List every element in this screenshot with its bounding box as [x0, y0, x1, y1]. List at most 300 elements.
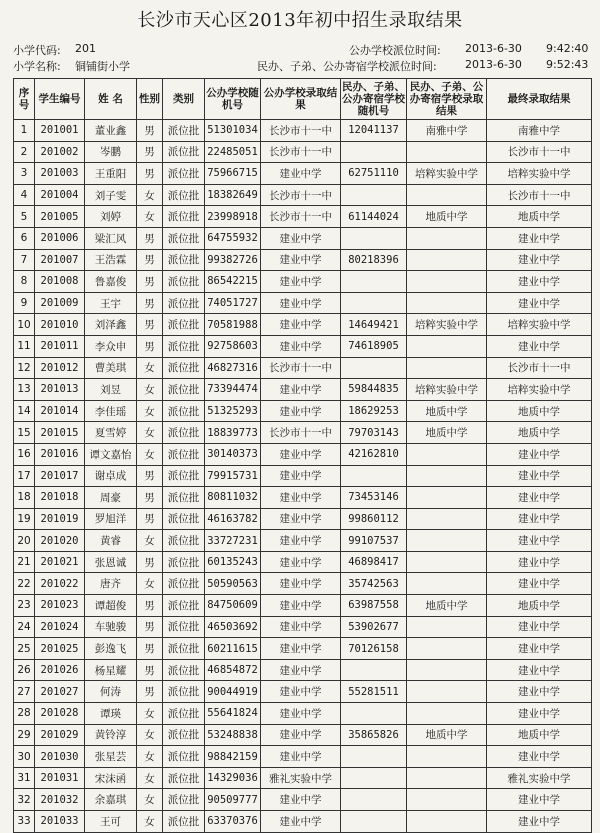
col-private-result-header: 民办、子弟、公办寄宿学校录取结果: [407, 79, 487, 120]
private-random-cell: [341, 227, 407, 249]
private-result-cell: [407, 271, 487, 293]
private-result-cell: [407, 638, 487, 660]
col-seq-header: 序号: [14, 79, 35, 120]
gender-cell: 男: [137, 292, 163, 314]
public-result-cell: 建业中学: [261, 508, 341, 530]
gender-cell: 女: [137, 357, 163, 379]
category-cell: 派位批: [163, 551, 205, 573]
student-name-cell: 张恩诚: [85, 551, 137, 573]
private-result-cell: [407, 487, 487, 509]
col-public-random-header: 公办学校随机号: [205, 79, 261, 120]
student-name-cell: 谭文嘉怡: [85, 443, 137, 465]
seq-cell: 9: [14, 292, 35, 314]
public-random-cell: 46854872: [205, 659, 261, 681]
category-cell: 派位批: [163, 638, 205, 660]
gender-cell: 男: [137, 120, 163, 142]
private-result-cell: [407, 465, 487, 487]
student-id-cell: 201020: [35, 530, 85, 552]
student-id-cell: 201007: [35, 249, 85, 271]
student-name-cell: 车驰骏: [85, 616, 137, 638]
student-id-cell: 201033: [35, 811, 85, 833]
private-random-cell: 46898417: [341, 551, 407, 573]
gender-cell: 女: [137, 789, 163, 811]
public-random-cell: 60211615: [205, 638, 261, 660]
student-name-cell: 王重阳: [85, 163, 137, 185]
gender-cell: 女: [137, 746, 163, 768]
public-random-cell: 23998918: [205, 206, 261, 228]
gender-cell: 男: [137, 465, 163, 487]
table-body: [14, 120, 592, 833]
public-result-cell: 建业中学: [261, 681, 341, 703]
table-row: [14, 292, 592, 314]
private-random-cell: 35865826: [341, 724, 407, 746]
gender-cell: 男: [137, 638, 163, 660]
table-header-row: [14, 79, 592, 120]
table-row: [14, 443, 592, 465]
private-time: 9:52:43: [546, 58, 589, 71]
student-name-cell: 刘昱: [85, 379, 137, 401]
private-result-cell: 地质中学: [407, 400, 487, 422]
seq-cell: 2: [14, 141, 35, 163]
category-cell: 派位批: [163, 227, 205, 249]
public-random-cell: 55641824: [205, 703, 261, 725]
col-name-header: 姓 名: [85, 79, 137, 120]
final-result-cell: 建业中学: [487, 249, 592, 271]
gender-cell: 女: [137, 573, 163, 595]
seq-cell: 6: [14, 227, 35, 249]
gender-cell: 女: [137, 443, 163, 465]
category-cell: 派位批: [163, 357, 205, 379]
gender-cell: 男: [137, 163, 163, 185]
final-result-cell: 培粹实验中学: [487, 314, 592, 336]
private-random-cell: 74618905: [341, 335, 407, 357]
student-id-cell: 201030: [35, 746, 85, 768]
final-result-cell: 建业中学: [487, 746, 592, 768]
seq-cell: 18: [14, 487, 35, 509]
seq-cell: 10: [14, 314, 35, 336]
public-result-cell: 建业中学: [261, 249, 341, 271]
student-id-cell: 201002: [35, 141, 85, 163]
seq-cell: 26: [14, 659, 35, 681]
private-result-cell: [407, 227, 487, 249]
student-id-cell: 201028: [35, 703, 85, 725]
public-result-cell: 长沙市十一中: [261, 141, 341, 163]
table-row: [14, 206, 592, 228]
table-row: [14, 681, 592, 703]
final-result-cell: 建业中学: [487, 659, 592, 681]
col-student-id-header: 学生编号: [35, 79, 85, 120]
school-name-label: 小学名称:: [13, 60, 61, 73]
final-result-cell: 建业中学: [487, 703, 592, 725]
student-name-cell: 何涛: [85, 681, 137, 703]
school-code: 201: [75, 42, 96, 55]
seq-cell: 7: [14, 249, 35, 271]
private-result-cell: 地质中学: [407, 595, 487, 617]
private-random-cell: 55281511: [341, 681, 407, 703]
student-name-cell: 余嘉琪: [85, 789, 137, 811]
private-result-cell: [407, 141, 487, 163]
public-result-cell: 建业中学: [261, 811, 341, 833]
public-time: 9:42:40: [546, 42, 589, 55]
gender-cell: 男: [137, 487, 163, 509]
gender-cell: 男: [137, 595, 163, 617]
table-row: [14, 746, 592, 768]
final-result-cell: 建业中学: [487, 487, 592, 509]
private-random-cell: 63987558: [341, 595, 407, 617]
private-result-cell: [407, 789, 487, 811]
school-name: 铜铺街小学: [75, 60, 130, 73]
final-result-cell: 长沙市十一中: [487, 184, 592, 206]
category-cell: 派位批: [163, 422, 205, 444]
public-random-cell: 18382649: [205, 184, 261, 206]
private-result-cell: 地质中学: [407, 724, 487, 746]
public-random-cell: 75966715: [205, 163, 261, 185]
category-cell: 派位批: [163, 292, 205, 314]
student-name-cell: 梁汇风: [85, 227, 137, 249]
student-id-cell: 201027: [35, 681, 85, 703]
seq-cell: 11: [14, 335, 35, 357]
table-row: [14, 724, 592, 746]
seq-cell: 19: [14, 508, 35, 530]
public-result-cell: 建业中学: [261, 530, 341, 552]
gender-cell: 男: [137, 616, 163, 638]
public-result-cell: 建业中学: [261, 465, 341, 487]
student-name-cell: 鲁嘉俊: [85, 271, 137, 293]
student-name-cell: 谭瑛: [85, 703, 137, 725]
final-result-cell: 建业中学: [487, 443, 592, 465]
table-row: [14, 357, 592, 379]
table-row: [14, 508, 592, 530]
final-result-cell: 建业中学: [487, 573, 592, 595]
private-random-cell: [341, 811, 407, 833]
public-result-cell: 长沙市十一中: [261, 357, 341, 379]
private-random-cell: 53902677: [341, 616, 407, 638]
category-cell: 派位批: [163, 724, 205, 746]
student-name-cell: 刘婷: [85, 206, 137, 228]
private-random-cell: 61144024: [341, 206, 407, 228]
final-result-cell: 建业中学: [487, 292, 592, 314]
private-random-cell: [341, 271, 407, 293]
gender-cell: 女: [137, 379, 163, 401]
public-result-cell: 建业中学: [261, 789, 341, 811]
student-id-cell: 201009: [35, 292, 85, 314]
final-result-cell: 培粹实验中学: [487, 163, 592, 185]
public-random-cell: 74051727: [205, 292, 261, 314]
public-random-cell: 99382726: [205, 249, 261, 271]
table-row: [14, 141, 592, 163]
private-result-cell: [407, 292, 487, 314]
gender-cell: 男: [137, 335, 163, 357]
seq-cell: 16: [14, 443, 35, 465]
final-result-cell: 南雅中学: [487, 120, 592, 142]
category-cell: 派位批: [163, 249, 205, 271]
student-id-cell: 201003: [35, 163, 85, 185]
private-result-cell: [407, 811, 487, 833]
student-name-cell: 宋沫函: [85, 767, 137, 789]
seq-cell: 20: [14, 530, 35, 552]
category-cell: 派位批: [163, 746, 205, 768]
category-cell: 派位批: [163, 616, 205, 638]
table-row: [14, 616, 592, 638]
student-name-cell: 黄铃淳: [85, 724, 137, 746]
private-result-cell: 地质中学: [407, 422, 487, 444]
table-row: [14, 379, 592, 401]
table-row: [14, 595, 592, 617]
public-result-cell: 建业中学: [261, 163, 341, 185]
public-random-cell: 51325293: [205, 400, 261, 422]
seq-cell: 23: [14, 595, 35, 617]
seq-cell: 30: [14, 746, 35, 768]
category-cell: 派位批: [163, 443, 205, 465]
public-result-cell: 长沙市十一中: [261, 206, 341, 228]
final-result-cell: 培粹实验中学: [487, 379, 592, 401]
private-result-cell: [407, 335, 487, 357]
category-cell: 派位批: [163, 573, 205, 595]
private-random-cell: [341, 292, 407, 314]
private-random-cell: 99860112: [341, 508, 407, 530]
public-result-cell: 建业中学: [261, 659, 341, 681]
private-random-cell: 42162810: [341, 443, 407, 465]
category-cell: 派位批: [163, 789, 205, 811]
private-random-cell: 73453146: [341, 487, 407, 509]
public-result-cell: 建业中学: [261, 551, 341, 573]
col-gender-header: 性别: [137, 79, 163, 120]
gender-cell: 女: [137, 811, 163, 833]
category-cell: 派位批: [163, 206, 205, 228]
public-result-cell: 建业中学: [261, 227, 341, 249]
student-name-cell: 刘泽鑫: [85, 314, 137, 336]
category-cell: 派位批: [163, 314, 205, 336]
table-row: [14, 314, 592, 336]
table-row: [14, 271, 592, 293]
private-random-cell: [341, 357, 407, 379]
public-random-cell: 46163782: [205, 508, 261, 530]
public-random-cell: 33727231: [205, 530, 261, 552]
table-row: [14, 163, 592, 185]
col-final-result-header: 最终录取结果: [487, 79, 592, 120]
private-random-cell: [341, 141, 407, 163]
private-result-cell: [407, 249, 487, 271]
student-id-cell: 201008: [35, 271, 85, 293]
final-result-cell: 建业中学: [487, 335, 592, 357]
student-name-cell: 岑鹏: [85, 141, 137, 163]
private-result-cell: [407, 551, 487, 573]
seq-cell: 32: [14, 789, 35, 811]
public-date: 2013-6-30: [465, 42, 522, 55]
student-name-cell: 董业鑫: [85, 120, 137, 142]
private-result-cell: [407, 357, 487, 379]
student-name-cell: 唐齐: [85, 573, 137, 595]
category-cell: 派位批: [163, 465, 205, 487]
category-cell: 派位批: [163, 184, 205, 206]
student-id-cell: 201029: [35, 724, 85, 746]
public-result-cell: 雅礼实验中学: [261, 767, 341, 789]
table-row: [14, 422, 592, 444]
student-name-cell: 王可: [85, 811, 137, 833]
private-result-cell: [407, 659, 487, 681]
gender-cell: 男: [137, 314, 163, 336]
private-random-cell: [341, 184, 407, 206]
public-result-cell: 长沙市十一中: [261, 422, 341, 444]
private-random-cell: [341, 659, 407, 681]
student-name-cell: 刘子雯: [85, 184, 137, 206]
student-id-cell: 201015: [35, 422, 85, 444]
document-title: 长沙市天心区2013年初中招生录取结果: [137, 10, 463, 31]
final-result-cell: 建业中学: [487, 227, 592, 249]
private-result-cell: [407, 530, 487, 552]
student-name-cell: 曹美琪: [85, 357, 137, 379]
student-id-cell: 201011: [35, 335, 85, 357]
public-result-cell: 建业中学: [261, 638, 341, 660]
category-cell: 派位批: [163, 681, 205, 703]
table-row: [14, 767, 592, 789]
public-random-cell: 92758603: [205, 335, 261, 357]
table-row: [14, 638, 592, 660]
gender-cell: 女: [137, 184, 163, 206]
student-id-cell: 201006: [35, 227, 85, 249]
table-row: [14, 184, 592, 206]
category-cell: 派位批: [163, 530, 205, 552]
final-result-cell: 建业中学: [487, 508, 592, 530]
public-random-cell: 18839773: [205, 422, 261, 444]
final-result-cell: 建业中学: [487, 681, 592, 703]
public-random-cell: 60135243: [205, 551, 261, 573]
seq-cell: 5: [14, 206, 35, 228]
private-random-cell: 35742563: [341, 573, 407, 595]
final-result-cell: 建业中学: [487, 616, 592, 638]
student-name-cell: 彭逸飞: [85, 638, 137, 660]
public-result-cell: 建业中学: [261, 616, 341, 638]
student-name-cell: 张星芸: [85, 746, 137, 768]
private-random-cell: 14649421: [341, 314, 407, 336]
category-cell: 派位批: [163, 141, 205, 163]
final-result-cell: 地质中学: [487, 724, 592, 746]
private-result-cell: 培粹实验中学: [407, 314, 487, 336]
private-random-cell: 79703143: [341, 422, 407, 444]
student-name-cell: 李众申: [85, 335, 137, 357]
final-result-cell: 建业中学: [487, 811, 592, 833]
private-result-cell: [407, 681, 487, 703]
public-random-cell: 90044919: [205, 681, 261, 703]
seq-cell: 29: [14, 724, 35, 746]
student-id-cell: 201016: [35, 443, 85, 465]
seq-cell: 8: [14, 271, 35, 293]
student-id-cell: 201012: [35, 357, 85, 379]
private-result-cell: 培粹实验中学: [407, 163, 487, 185]
private-random-cell: [341, 767, 407, 789]
private-random-cell: 80218396: [341, 249, 407, 271]
final-result-cell: 地质中学: [487, 206, 592, 228]
table-row: [14, 789, 592, 811]
student-name-cell: 杨星耀: [85, 659, 137, 681]
gender-cell: 男: [137, 249, 163, 271]
private-result-cell: 培粹实验中学: [407, 379, 487, 401]
public-random-cell: 53248838: [205, 724, 261, 746]
table-row: [14, 249, 592, 271]
private-time-label: 民办、子弟、公办寄宿学校派位时间:: [257, 60, 437, 73]
private-random-cell: [341, 789, 407, 811]
private-random-cell: [341, 703, 407, 725]
student-name-cell: 黄睿: [85, 530, 137, 552]
public-random-cell: 46827316: [205, 357, 261, 379]
private-result-cell: [407, 573, 487, 595]
seq-cell: 22: [14, 573, 35, 595]
student-name-cell: 王浩霖: [85, 249, 137, 271]
seq-cell: 25: [14, 638, 35, 660]
gender-cell: 女: [137, 703, 163, 725]
private-result-cell: [407, 746, 487, 768]
public-result-cell: 建业中学: [261, 271, 341, 293]
private-random-cell: 99107537: [341, 530, 407, 552]
private-random-cell: 12041137: [341, 120, 407, 142]
student-id-cell: 201025: [35, 638, 85, 660]
private-result-cell: [407, 184, 487, 206]
student-id-cell: 201023: [35, 595, 85, 617]
private-result-cell: [407, 767, 487, 789]
student-id-cell: 201031: [35, 767, 85, 789]
seq-cell: 12: [14, 357, 35, 379]
final-result-cell: 地质中学: [487, 400, 592, 422]
student-name-cell: 罗旭洋: [85, 508, 137, 530]
student-id-cell: 201004: [35, 184, 85, 206]
student-name-cell: 周豪: [85, 487, 137, 509]
gender-cell: 男: [137, 271, 163, 293]
table-row: [14, 120, 592, 142]
admission-results-table: [13, 78, 592, 833]
public-result-cell: 建业中学: [261, 400, 341, 422]
student-name-cell: 王宇: [85, 292, 137, 314]
table-row: [14, 659, 592, 681]
public-random-cell: 30140373: [205, 443, 261, 465]
public-random-cell: 73394474: [205, 379, 261, 401]
student-id-cell: 201010: [35, 314, 85, 336]
student-name-cell: 夏雪婷: [85, 422, 137, 444]
public-time-label: 公办学校派位时间:: [349, 44, 441, 57]
gender-cell: 女: [137, 767, 163, 789]
private-result-cell: [407, 443, 487, 465]
table-row: [14, 400, 592, 422]
final-result-cell: 建业中学: [487, 465, 592, 487]
public-random-cell: 51301034: [205, 120, 261, 142]
student-id-cell: 201026: [35, 659, 85, 681]
category-cell: 派位批: [163, 271, 205, 293]
category-cell: 派位批: [163, 487, 205, 509]
private-result-cell: [407, 703, 487, 725]
category-cell: 派位批: [163, 400, 205, 422]
gender-cell: 女: [137, 724, 163, 746]
school-code-label: 小学代码:: [13, 44, 61, 57]
public-random-cell: 86542215: [205, 271, 261, 293]
student-id-cell: 201021: [35, 551, 85, 573]
private-result-cell: 南雅中学: [407, 120, 487, 142]
final-result-cell: 建业中学: [487, 638, 592, 660]
public-random-cell: 79915731: [205, 465, 261, 487]
private-random-cell: 59844835: [341, 379, 407, 401]
category-cell: 派位批: [163, 659, 205, 681]
gender-cell: 男: [137, 681, 163, 703]
private-random-cell: [341, 746, 407, 768]
public-result-cell: 建业中学: [261, 292, 341, 314]
student-id-cell: 201022: [35, 573, 85, 595]
public-result-cell: 建业中学: [261, 746, 341, 768]
student-name-cell: 李佳瑶: [85, 400, 137, 422]
final-result-cell: 长沙市十一中: [487, 141, 592, 163]
table-row: [14, 811, 592, 833]
seq-cell: 17: [14, 465, 35, 487]
category-cell: 派位批: [163, 595, 205, 617]
public-random-cell: 14329036: [205, 767, 261, 789]
private-random-cell: 62751110: [341, 163, 407, 185]
